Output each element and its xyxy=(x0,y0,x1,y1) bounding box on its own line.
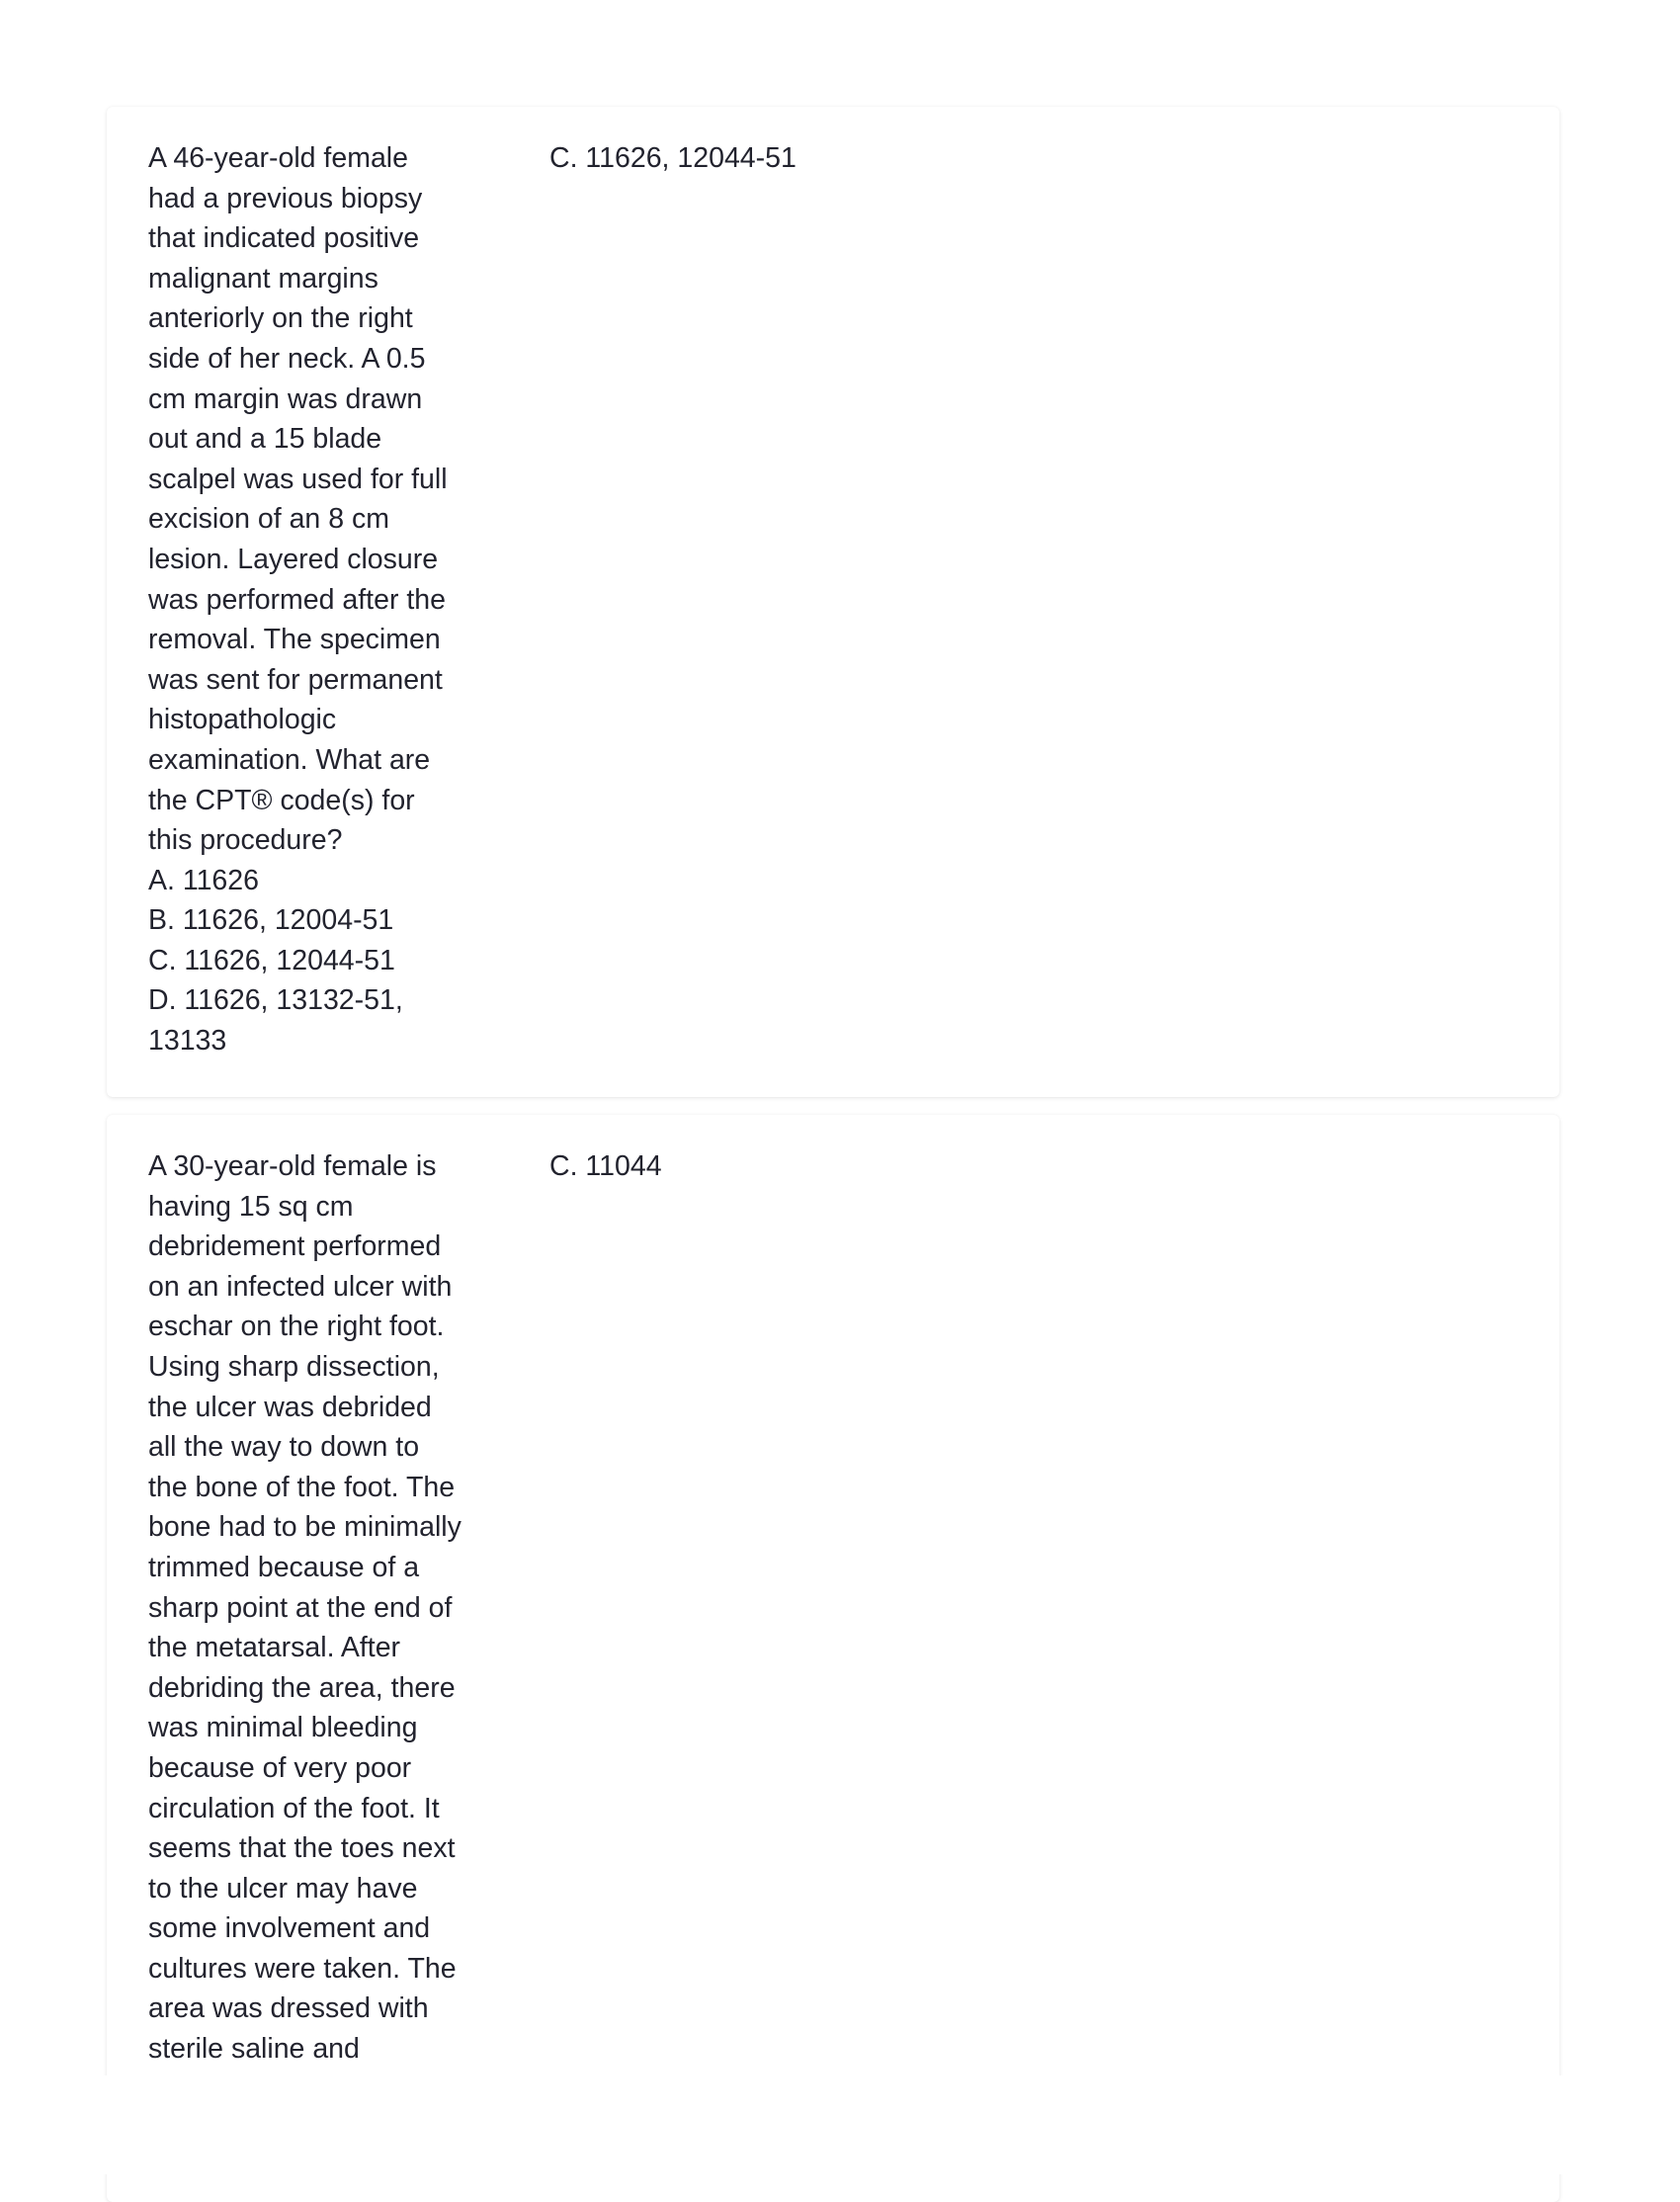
question-line: because of very poor xyxy=(148,1751,412,1784)
question-line: the ulcer was debrided xyxy=(148,1391,432,1423)
question-text xyxy=(148,138,448,1061)
question-line: cm margin was drawn xyxy=(148,382,423,415)
question-line: was minimal bleeding xyxy=(148,1712,418,1744)
question-line: Using sharp dissection, xyxy=(148,1350,440,1383)
question-line: out and a 15 blade xyxy=(148,423,382,456)
flashcard-2 xyxy=(107,1115,1559,2202)
question-line: eschar on the right foot. xyxy=(148,1311,445,1343)
question-line: malignant margins xyxy=(148,262,378,295)
question-line: sterile saline and xyxy=(148,2033,360,2066)
answer-text: C. 11626, 12044-51 xyxy=(549,142,797,174)
question-line: this procedure? xyxy=(148,824,343,857)
question-line: seems that the toes next xyxy=(148,1832,456,1865)
question-line: had a previous biopsy xyxy=(148,182,423,214)
question-line: sharp point at the end of xyxy=(148,1591,453,1624)
question-line: the CPT® code(s) for xyxy=(148,784,415,816)
question-line: C. 11626, 12044-51 xyxy=(148,944,395,976)
question-line: on an infected ulcer with xyxy=(148,1270,453,1303)
question-line: side of her neck. A 0.5 xyxy=(148,342,426,375)
question-line: removal. The specimen xyxy=(148,624,441,656)
question-line: scalpel was used for full xyxy=(148,463,448,495)
question-line: that indicated positive xyxy=(148,222,420,255)
question-line: the bone of the foot. The xyxy=(148,1471,456,1503)
question-line: A 46-year-old female xyxy=(148,142,408,174)
question-line: circulation of the foot. It xyxy=(148,1792,440,1824)
question-text xyxy=(148,1146,462,2070)
question-line: having 15 sq cm xyxy=(148,1190,354,1223)
question-line: 13133 xyxy=(148,1025,227,1058)
question-line: all the way to down to xyxy=(148,1431,420,1464)
question-line: was sent for permanent xyxy=(148,663,443,696)
question-line: trimmed because of a xyxy=(148,1551,420,1583)
question-line: to the ulcer may have xyxy=(148,1872,418,1905)
question-line: examination. What are xyxy=(148,743,431,776)
question-line: the metatarsal. After xyxy=(148,1632,401,1664)
question-line: cultures were taken. The xyxy=(148,1952,457,1985)
question-line: A 30-year-old female is xyxy=(148,1150,437,1182)
answer-text: C. 11044 xyxy=(549,1150,662,1182)
question-line: D. 11626, 13132-51, xyxy=(148,984,403,1017)
question-line: excision of an 8 cm xyxy=(148,503,389,536)
question-line: bone had to be minimally xyxy=(148,1511,462,1544)
question-line: A. 11626 xyxy=(148,864,259,896)
question-line: debriding the area, there xyxy=(148,1671,456,1704)
question-line: lesion. Layered closure xyxy=(148,543,439,575)
question-line: anteriorly on the right xyxy=(148,302,413,335)
flashcard-1 xyxy=(107,107,1559,1097)
question-line: area was dressed with xyxy=(148,1992,429,2025)
question-line: was performed after the xyxy=(148,583,446,616)
question-line: B. 11626, 12004-51 xyxy=(148,904,394,937)
page-bottom-margin xyxy=(0,2075,1680,2174)
question-line: some involvement and xyxy=(148,1912,431,1945)
question-line: histopathologic xyxy=(148,704,337,736)
question-line: debridement performed xyxy=(148,1230,442,1263)
